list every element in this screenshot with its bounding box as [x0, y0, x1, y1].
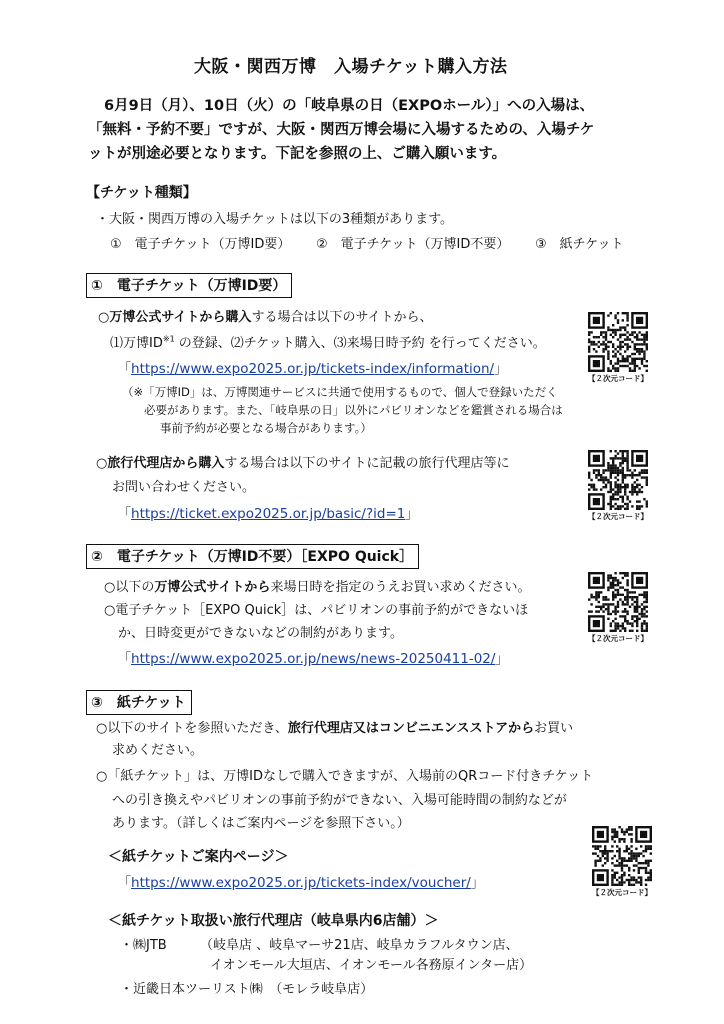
section2-heading: ② 電子チケット（万博ID不要）［EXPO Quick］ — [86, 544, 419, 569]
qr-code-information — [588, 312, 648, 384]
qr-caption: 【２次元コード】 — [588, 374, 648, 383]
section3-a-bold: 旅行代理店又はコンビニエンスストアから — [287, 721, 535, 736]
section1-heading: ① 電子チケット（万博ID要） — [86, 273, 292, 298]
section2-a-bold: 万博公式サイトから — [154, 580, 271, 595]
note-line-1: （※「万博ID」は、万博関連サービスに共通で使用するもので、個人で登録いただく — [122, 385, 558, 399]
intro-line-1: 6月9日（月）、10日（火）の「岐阜県の日（EXPOホール）」への入場は、 — [104, 98, 595, 114]
qr-code-icon — [588, 312, 648, 372]
page-title: 大阪・関西万博 入場チケット購入方法 — [194, 57, 508, 77]
section3-a-pre: ○以下のサイトを参照いただき、 — [96, 721, 288, 736]
bracket-close: 」 — [470, 876, 484, 891]
section1-a-bold: 万博公式サイトから購入 — [109, 310, 252, 325]
section1-a-line2-pre: ⑴万博ID — [110, 336, 163, 351]
qr-caption: 【２次元コード】 — [588, 634, 648, 643]
agency-heading: ＜紙チケット取扱い旅行代理店（岐阜県内6店舗）＞ — [108, 913, 439, 929]
bullet: ○ — [98, 310, 110, 325]
bracket-open: 「 — [118, 507, 132, 522]
expo-quick-link[interactable]: https://www.expo2025.or.jp/news/news-20250411-02/ — [131, 651, 496, 667]
section1-a-line2 — [110, 334, 546, 353]
ticket-agency-link[interactable]: https://ticket.expo2025.or.jp/basic/?id=1 — [131, 506, 406, 522]
voucher-guide-heading: ＜紙チケットご案内ページ＞ — [108, 849, 289, 865]
section3-b-line2: への引き換えやパビリオンの事前予約ができない、入場可能時間の制約などが — [112, 793, 567, 808]
voucher-link[interactable]: https://www.expo2025.or.jp/tickets-index/voucher/ — [131, 875, 471, 891]
section3-b-line1: ○「紙チケット」は、万博IDなしで購入できますが、入場前のQRコード付きチケット — [96, 769, 594, 784]
section2-a-pre: ○以下の — [104, 580, 155, 595]
bullet: ○ — [96, 456, 108, 471]
section3-b-line3: あります。（詳しくはご案内ページを参照下さい。） — [112, 816, 410, 831]
section1-b-link-row — [118, 503, 418, 524]
jtb-stores-line1: （岐阜店 、岐阜マーサ21店、岐阜カラフルタウン店、 — [200, 938, 519, 953]
bracket-open: 「 — [118, 876, 132, 891]
ticket-type-3: ③ 紙チケット — [535, 237, 624, 252]
qr-code-icon — [588, 450, 648, 510]
expo-information-link[interactable]: https://www.expo2025.or.jp/tickets-index/information/ — [131, 361, 495, 377]
intro-line-2: 「無料・予約不要」ですが、大阪・関西万博会場に入場するための、入場チケ — [88, 122, 595, 138]
voucher-link-row — [118, 872, 484, 893]
section1-item-b — [96, 454, 509, 473]
section1-a-text: する場合は以下のサイトから、 — [251, 310, 433, 325]
section3-a-post: お買い — [534, 721, 574, 736]
ticket-type-2: ② 電子チケット（万博ID不要） — [316, 237, 510, 252]
section2-item-a — [104, 578, 530, 597]
ticket-types-heading: 【チケット種類】 — [86, 185, 197, 201]
ticket-type-1: ① 電子チケット（万博ID要） — [110, 237, 291, 252]
section3-item-a — [96, 719, 573, 738]
intro-line-3: ットが別途必要となります。下記を参照の上、ご購入願います。 — [88, 146, 507, 162]
ticket-types-intro: ・大阪・関西万博の入場チケットは以下の3種類があります。 — [96, 212, 454, 227]
qr-code-agency — [588, 450, 648, 522]
section2-b-line2: か、日時変更ができないなどの制約があります。 — [118, 626, 403, 641]
section1-item-a — [98, 308, 433, 327]
section2-b-line1: ○電子チケット［EXPO Quick］は、パビリオンの事前予約ができないほ — [104, 603, 529, 618]
section3-heading: ③ 紙チケット — [86, 690, 192, 715]
qr-code-voucher — [592, 826, 652, 898]
kinki-nippon-tourist: ・近畿日本ツーリスト㈱ （モレラ岐阜店） — [120, 982, 374, 997]
qr-caption: 【２次元コード】 — [588, 512, 648, 521]
bracket-open: 「 — [118, 652, 132, 667]
section1-link-row — [118, 358, 507, 379]
jtb-name: ・㈱JTB — [120, 938, 167, 953]
section1-b-line2: お問い合わせください。 — [112, 480, 256, 495]
qr-code-icon — [588, 572, 648, 632]
qr-caption: 【２次元コード】 — [592, 888, 652, 897]
section1-b-text: する場合は以下のサイトに記載の旅行代理店等に — [224, 456, 510, 471]
note-line-3: 事前予約が必要となる場合があります。） — [160, 421, 372, 435]
footnote-mark: ※1 — [162, 334, 175, 344]
bracket-close: 」 — [405, 507, 419, 522]
note-line-2: 必要があります。また、「岐阜県の日」以外にパビリオンなどを鑑賞される場合は — [144, 403, 563, 417]
bracket-close: 」 — [494, 362, 508, 377]
bracket-close: 」 — [495, 652, 509, 667]
jtb-stores-line2: イオンモール大垣店、イオンモール各務原インター店） — [210, 958, 533, 973]
section1-b-bold: 旅行代理店から購入 — [107, 456, 225, 471]
section1-a-line2-post: の登録、⑵チケット購入、⑶来場日時予約 を行ってください。 — [174, 336, 546, 351]
qr-code-icon — [592, 826, 652, 886]
qr-code-expo-quick — [588, 572, 648, 644]
bracket-open: 「 — [118, 362, 132, 377]
section2-link-row — [118, 648, 508, 669]
section3-a-line2: 求めください。 — [112, 743, 204, 758]
section2-a-post: 来場日時を指定のうえお買い求めください。 — [270, 580, 531, 595]
